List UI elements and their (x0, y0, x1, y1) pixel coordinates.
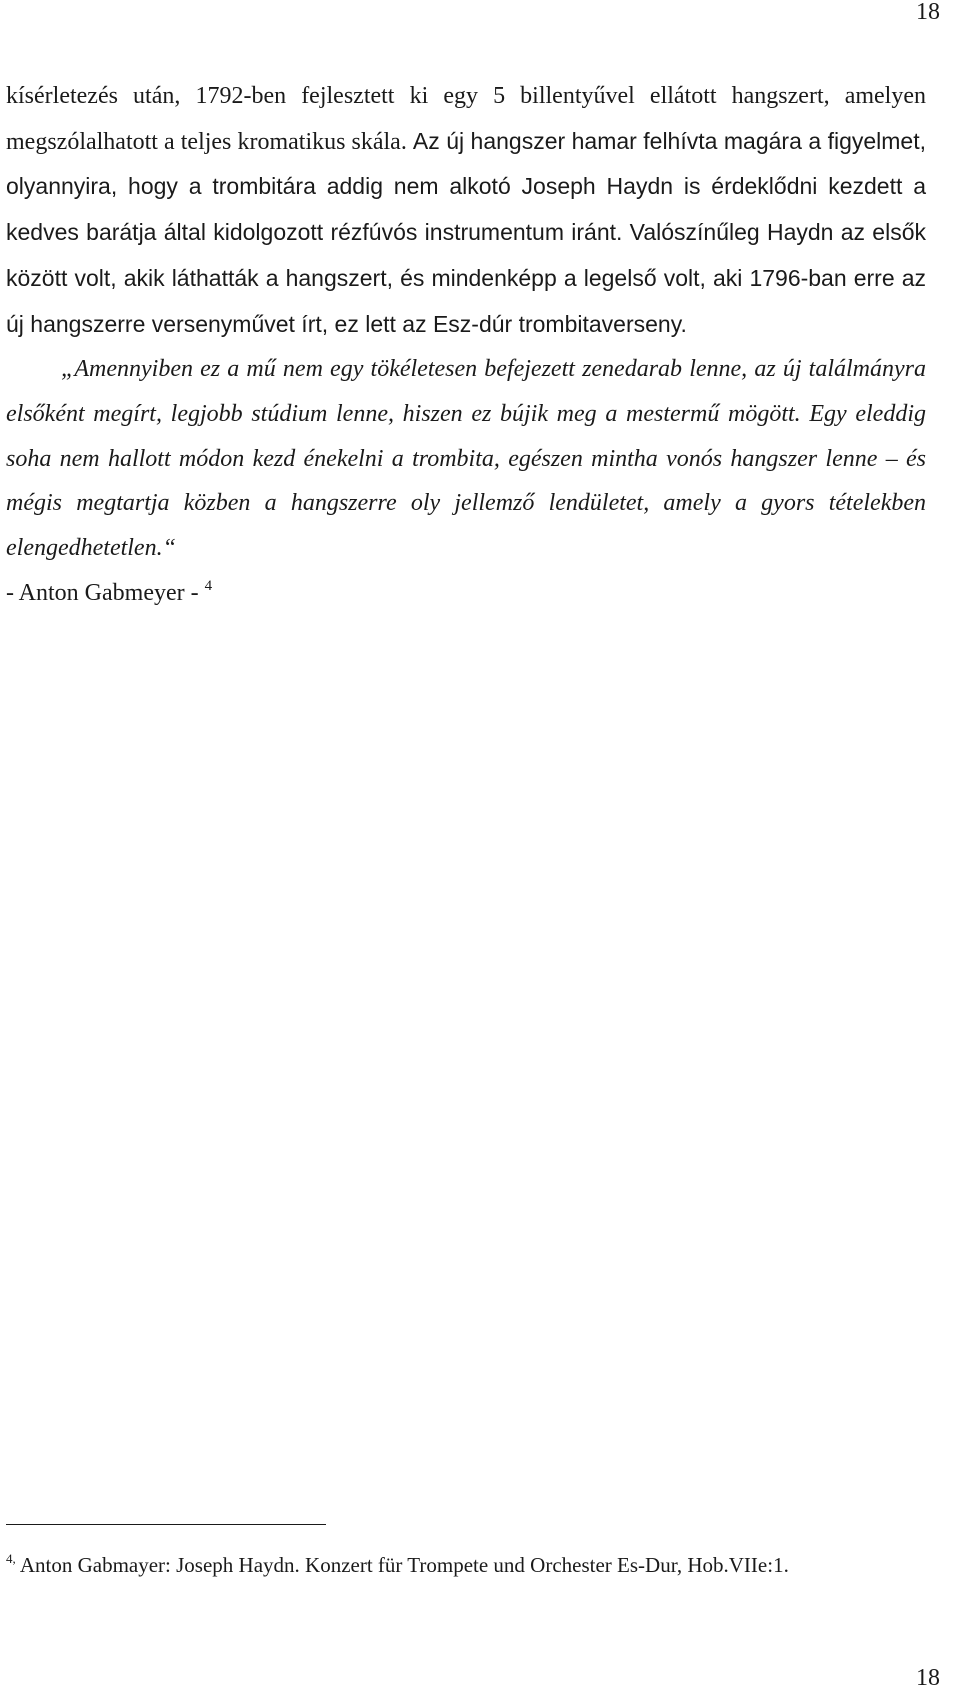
page-number-top: 18 (916, 0, 940, 25)
paragraph-history-serif: kísérletezés után, 1792-ben fejlesztett ki egy 5 billentyűvel ellátott hangszert, amelyen megszólalhatott a teljes kromatikus skála. (6, 83, 926, 155)
footnote-marker: 4, (6, 1551, 16, 1566)
footnote (6, 1552, 936, 1578)
paragraph-history-sans: Az új hangszer hamar felhívta magára a figyelmet, olyannyira, hogy a trombitára addig nem alkotó Joseph Haydn is érdeklődni kezdett a kedves barátja által kidolgozott rézfúvós instrumentum iránt. Valószínűleg Haydn az elsők között volt, akik láthatták a hangszert, és mindenképp a legelső volt, aki 1796-ban erre az új hangszerre versenyművet írt, ez lett az Esz-dúr trombitaverseny. (6, 127, 926, 337)
quotation: „Amennyiben ez a mű nem egy tökéletesen befejezett zenedarab lenne, az új találmányra elsőként megírt, legjobb stúdium lenne, hiszen ez bújik meg a mestermű mögött. Egy eleddig soha nem hallott módon kezd énekelni a trombita, egészen mintha vonós hangszer lenne – és mégis megtartja közben a hangszerre oly jellemző lendületet, amely a gyors tételekben elengedhetetlen.“ (6, 356, 926, 562)
main-text (6, 74, 926, 615)
footnote-text: Anton Gabmayer: Joseph Haydn. Konzert für Trompete und Orchester Es-Dur, Hob.VIIe:1. (15, 1553, 789, 1577)
attribution-text: - Anton Gabmeyer - (6, 579, 199, 606)
footnote-separator (6, 1524, 326, 1525)
paragraph-history (6, 74, 926, 347)
quotation-attribution (6, 571, 926, 616)
footnote-reference: 4 (204, 577, 213, 594)
page-number-bottom: 18 (916, 1665, 940, 1691)
